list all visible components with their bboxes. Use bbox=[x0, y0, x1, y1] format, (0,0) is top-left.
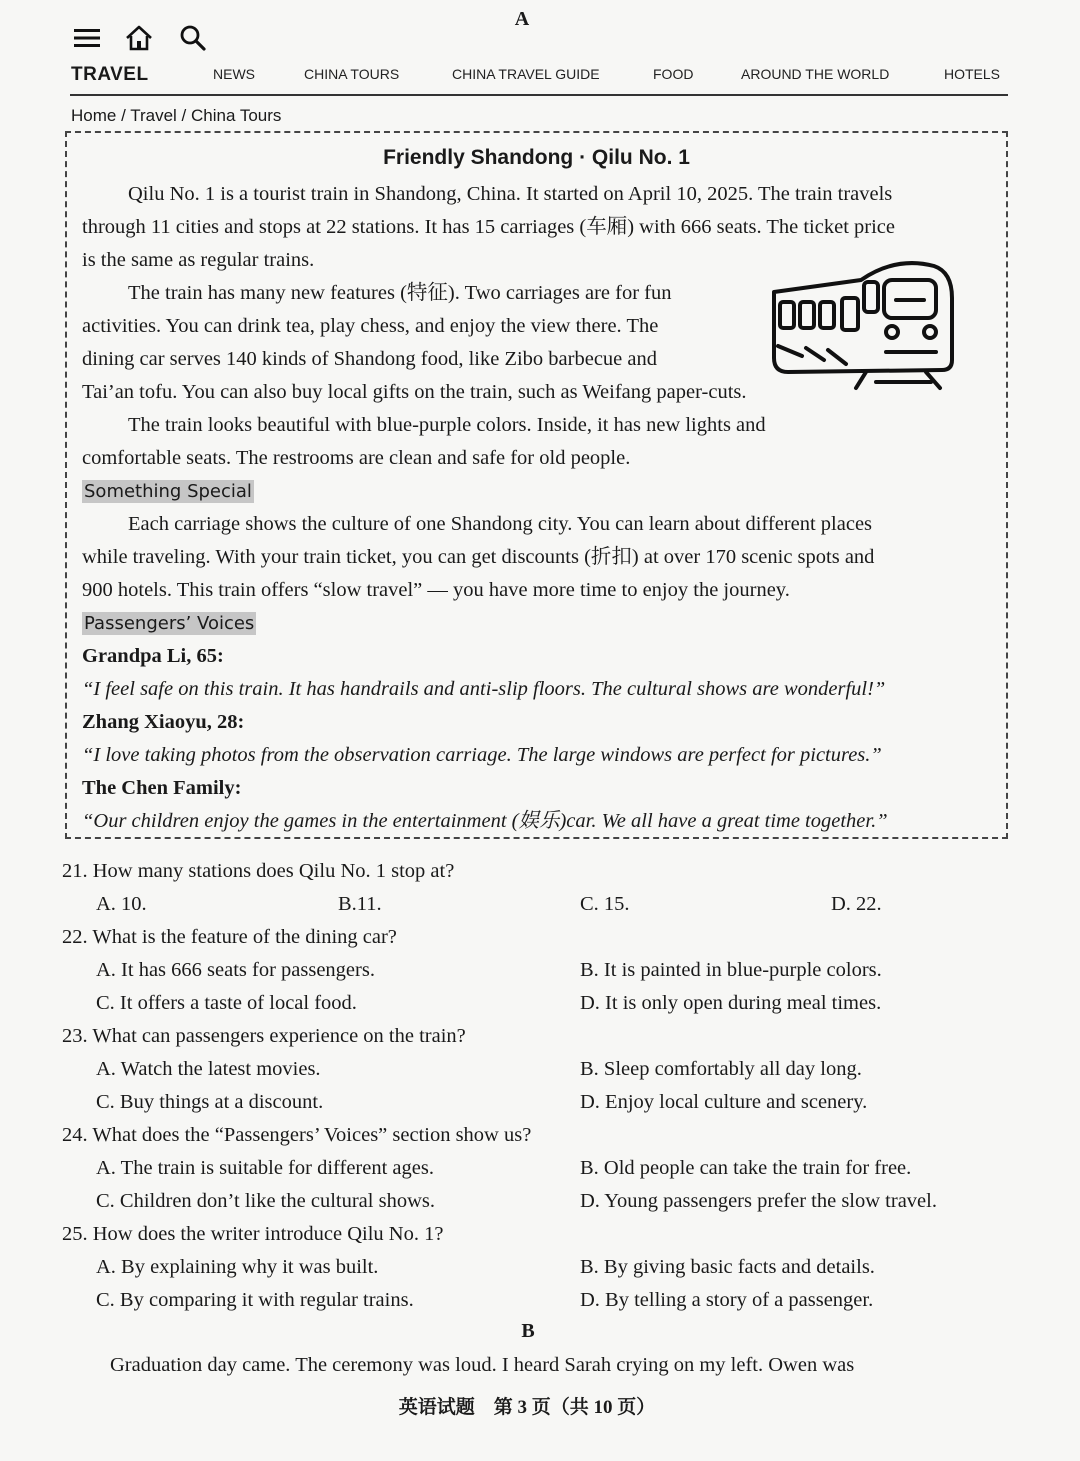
answer-option: D. 22. bbox=[831, 893, 882, 915]
section-a-label: A bbox=[514, 8, 530, 30]
question-stem: 25. How does the writer introduce Qilu No. 1? bbox=[62, 1223, 444, 1245]
answer-option: A. The train is suitable for different ages. bbox=[96, 1157, 434, 1179]
answer-option: C. By comparing it with regular trains. bbox=[96, 1289, 414, 1311]
article-paragraph-line: activities. You can drink tea, play chess, and enjoy the view there. The bbox=[82, 315, 659, 337]
article-paragraph-line: Tai’an tofu. You can also buy local gifts on the train, such as Weifang paper-cuts. bbox=[82, 381, 747, 403]
voice-quote: “I feel safe on this train. It has handrails and anti-slip floors. The cultural shows are wonderful!” bbox=[82, 678, 886, 700]
answer-option: B. Sleep comfortably all day long. bbox=[580, 1058, 862, 1080]
page-footer: 英语试题 第 3 页（共 10 页） bbox=[398, 1397, 656, 1418]
nav-around-the-world[interactable]: AROUND THE WORLD bbox=[741, 66, 890, 82]
answer-option: C. Children don’t like the cultural shows. bbox=[96, 1190, 435, 1212]
voice-name: Grandpa Li, 65: bbox=[82, 645, 224, 667]
voice-quote: “I love taking photos from the observation carriage. The large windows are perfect for pictures.” bbox=[82, 744, 882, 766]
answer-option: D. Young passengers prefer the slow travel. bbox=[580, 1190, 937, 1212]
nav-hotels[interactable]: HOTELS bbox=[944, 66, 1001, 82]
site-brand[interactable]: TRAVEL bbox=[71, 64, 149, 85]
article-paragraph-line: 900 hotels. This train offers “slow travel” — you have more time to enjoy the journey. bbox=[82, 579, 790, 601]
voice-name: The Chen Family: bbox=[82, 777, 242, 799]
article-paragraph-line: Each carriage shows the culture of one Shandong city. You can learn about different places bbox=[128, 513, 873, 535]
section-heading-voices: Passengers’ Voices bbox=[84, 613, 255, 634]
question-stem: 24. What does the “Passengers’ Voices” section show us? bbox=[62, 1124, 532, 1146]
nav-china-tours[interactable]: CHINA TOURS bbox=[304, 66, 400, 82]
answer-option: D. It is only open during meal times. bbox=[580, 992, 882, 1014]
voice-name: Zhang Xiaoyu, 28: bbox=[82, 711, 245, 733]
nav-news[interactable]: NEWS bbox=[213, 66, 255, 82]
answer-option: D. Enjoy local culture and scenery. bbox=[580, 1091, 868, 1113]
answer-option: C. 15. bbox=[580, 893, 630, 915]
voice-quote: “Our children enjoy the games in the entertainment (娱乐)car. We all have a great time together.” bbox=[82, 810, 888, 832]
train-icon bbox=[766, 252, 962, 392]
article-paragraph-line: dining car serves 140 kinds of Shandong food, like Zibo barbecue and bbox=[82, 348, 658, 370]
answer-option: B. It is painted in blue-purple colors. bbox=[580, 959, 882, 981]
answer-option: A. 10. bbox=[96, 893, 147, 915]
answer-option: C. Buy things at a discount. bbox=[96, 1091, 324, 1113]
answer-option: B. By giving basic facts and details. bbox=[580, 1256, 875, 1278]
answer-option: A. Watch the latest movies. bbox=[96, 1058, 321, 1080]
question-stem: 22. What is the feature of the dining car? bbox=[62, 926, 397, 948]
article-paragraph-line: is the same as regular trains. bbox=[82, 249, 315, 271]
home-icon[interactable] bbox=[124, 24, 154, 52]
article-paragraph-line: The train looks beautiful with blue-purple colors. Inside, it has new lights and bbox=[128, 414, 766, 436]
nav-divider bbox=[70, 94, 1008, 96]
article-paragraph-line: The train has many new features (特征). Two carriages are for fun bbox=[128, 282, 672, 304]
article-paragraph-line: while traveling. With your train ticket, you can get discounts (折扣) at over 170 scenic spots and bbox=[82, 546, 875, 568]
nav-food[interactable]: FOOD bbox=[653, 66, 694, 82]
answer-option: B. Old people can take the train for free. bbox=[580, 1157, 912, 1179]
nav-china-travel-guide[interactable]: CHINA TRAVEL GUIDE bbox=[452, 66, 600, 82]
question-stem: 21. How many stations does Qilu No. 1 stop at? bbox=[62, 860, 455, 882]
breadcrumb: Home / Travel / China Tours bbox=[71, 106, 282, 125]
question-stem: 23. What can passengers experience on the train? bbox=[62, 1025, 466, 1047]
section-heading-special: Something Special bbox=[84, 481, 252, 502]
answer-option: D. By telling a story of a passenger. bbox=[580, 1289, 874, 1311]
passage-b-line: Graduation day came. The ceremony was loud. I heard Sarah crying on my left. Owen was bbox=[110, 1354, 855, 1376]
answer-option: A. It has 666 seats for passengers. bbox=[96, 959, 375, 981]
article-paragraph-line: through 11 cities and stops at 22 stations. It has 15 carriages (车厢) with 666 seats. The ticket price bbox=[82, 216, 895, 238]
article-paragraph-line: Qilu No. 1 is a tourist train in Shandong, China. It started on April 10, 2025. The train travels bbox=[128, 183, 893, 205]
menu-icon[interactable] bbox=[72, 24, 102, 52]
article-paragraph-line: comfortable seats. The restrooms are clean and safe for old people. bbox=[82, 447, 631, 469]
article-title: Friendly Shandong · Qilu No. 1 bbox=[383, 146, 690, 169]
answer-option: A. By explaining why it was built. bbox=[96, 1256, 379, 1278]
search-icon[interactable] bbox=[178, 24, 208, 52]
answer-option: C. It offers a taste of local food. bbox=[96, 992, 357, 1014]
answer-option: B.11. bbox=[338, 893, 382, 915]
section-b-label: B bbox=[521, 1320, 535, 1342]
